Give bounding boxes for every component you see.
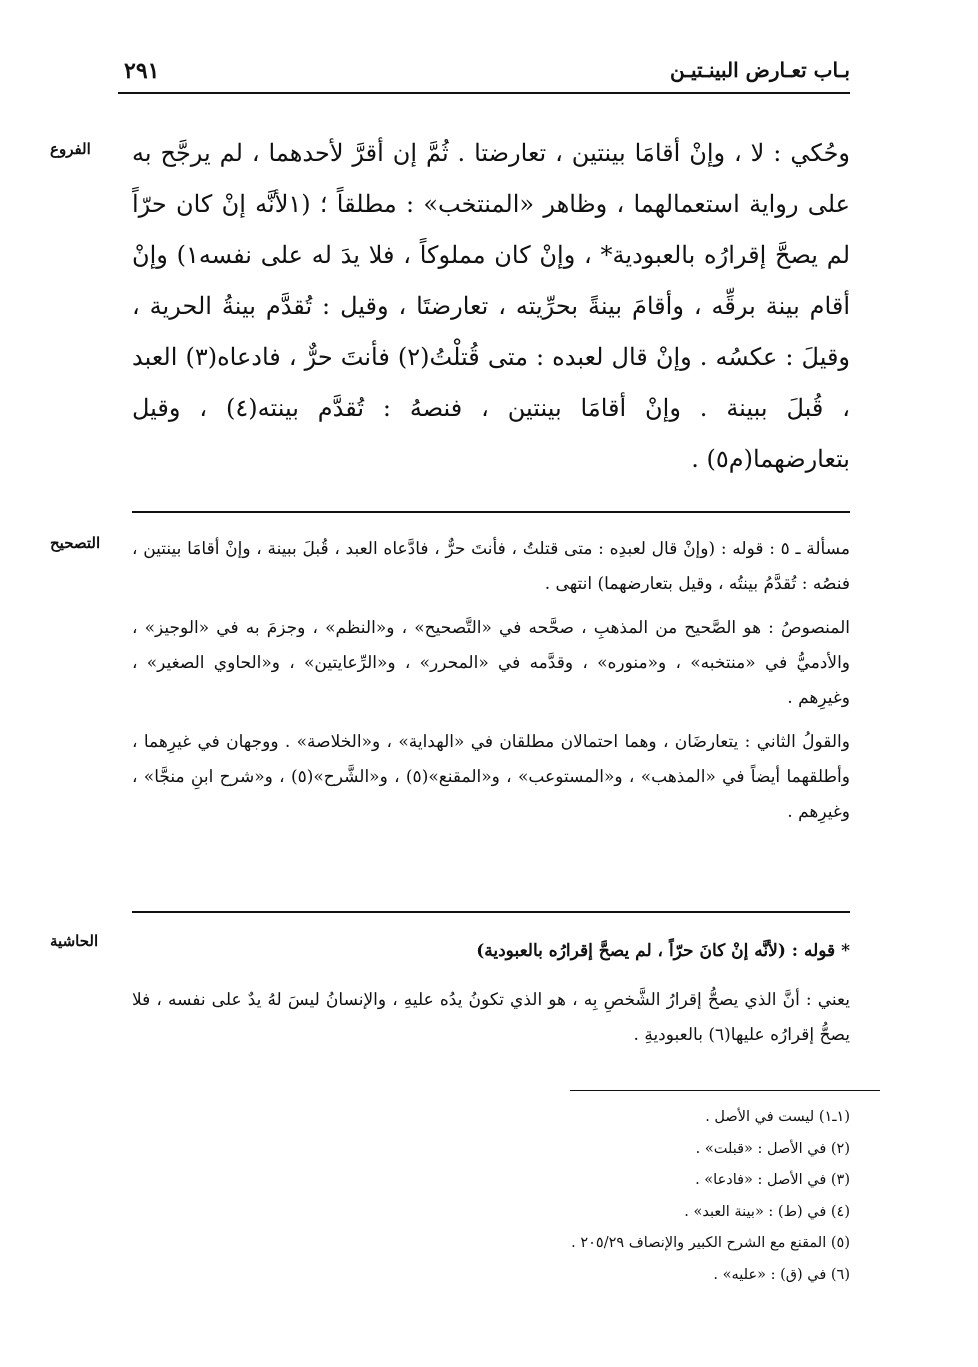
section-divider [132, 911, 850, 913]
running-header [118, 58, 850, 94]
furu-main-text [132, 128, 850, 485]
tashih-paragraph: المنصوصُ : هو الصَّحيح من المذهبِ ، صحَّحه في «التَّصحيح» ، و«النظم» ، وجزمَ به في «الوجيز» ، والأدميُّ في «منتخبه» ، و«منوره» ، وقدَّمه في «المحرر» ، و«الرِّعايتين» ، و«الحاوي الصغير» ، وغيرِهم . [132, 618, 850, 708]
hashiya-heading: * قوله : (لأنَّه إنْ كانَ حرّاً ، لم يصحَّ إقرارُه بالعبودية) [476, 941, 850, 961]
footnote: (١ـ١) ليست في الأصل . [705, 1109, 850, 1125]
section-label-hashiya: الحاشية [50, 932, 99, 950]
tashih-section [132, 532, 850, 839]
footnotes [300, 1102, 850, 1291]
section-label-tashih: التصحيح [50, 534, 101, 552]
furu-paragraph: وحُكي : لا ، وإنْ أقامَا بينتين ، تعارضتا . ثُمَّ إن أقرَّ لأحدهما ، لم يرجَّح به على رواية استعمالهما ، وظاهر «المنتخب» : مطلقاً ؛ (١لأنَّه إنْ كان حرّاً لم يصحَّ إقرارُه بالعبودية* ، وإنْ كان مملوكاً ، فلا يدَ له على نفسه١) وإنْ أقام بينة برقِّه ، وأقامَ بينةً بحرِّيته ، تعارضتَا ، وقيل : تُقدَّم بينةُ الحرية ، وقيلَ : عكسُه . وإنْ قال لعبده : متى قُتلْتُ(٢) فأنتَ حرٌّ ، فادعاه(٣) العبد ، قُبلَ ببينة . وإنْ أقامَا بينتين ، فنصهُ : تُقدَّم بينته(٤) ، وقيل بتعارضهما(م٥) . [132, 139, 851, 473]
hashiya-section [132, 934, 850, 1053]
footnote: (٢) في الأصل : «قبلت» . [695, 1140, 850, 1157]
tashih-paragraph: والقولُ الثاني : يتعارضَان ، وهما احتمالان مطلقان في «الهداية» ، و«الخلاصة» . ووجهان في غيرِهما ، وأطلقهما أيضاً في «المذهب» ، و«المستوعب» ، و«المقنع»(٥) ، و«الشَّرح»(٥) ، و«شرح ابنِ منجَّا» ، وغيرِهم . [132, 732, 850, 822]
tashih-paragraph: مسألة ـ ٥ : قوله : (وإنْ قال لعبدِه : متى قتلتُ ، فأنتَ حرٌّ ، فادَّعاه العبد ، قُبلَ ببينة ، وإنْ أقامَا بينتين ، فنصُه : تُقدَّمُ بينتُه ، وقيل بتعارضهما) انتهى . [132, 539, 850, 594]
hashiya-body: يعني : أنَّ الذي يصحُّ إقرارُ الشَّخصِ بِه ، هو الذي تكونُ يدُه عليهِ ، والإنسانُ ليسَ لهُ يدٌ على نفسه ، فلا يصحُّ إقرارُه عليها(٦) بالعبوديةِ . [132, 990, 850, 1045]
footnote-divider [570, 1090, 880, 1091]
page-number: ٢٩١ [124, 58, 160, 84]
running-title: بـاب تعـارض البينـتيـن [669, 58, 850, 82]
footnote: (٤) في (ط) : «بينة العبد» . [684, 1203, 850, 1220]
section-divider [132, 511, 850, 513]
footnote: (٣) في الأصل : «فادعا» . [695, 1172, 850, 1188]
section-label-furu: الفروع [50, 140, 91, 158]
footnote: (٥) المقنع مع الشرح الكبير والإنصاف ٢٠٥/٢٩ . [571, 1235, 850, 1251]
footnote: (٦) في (ق) : «عليه» . [713, 1266, 850, 1283]
